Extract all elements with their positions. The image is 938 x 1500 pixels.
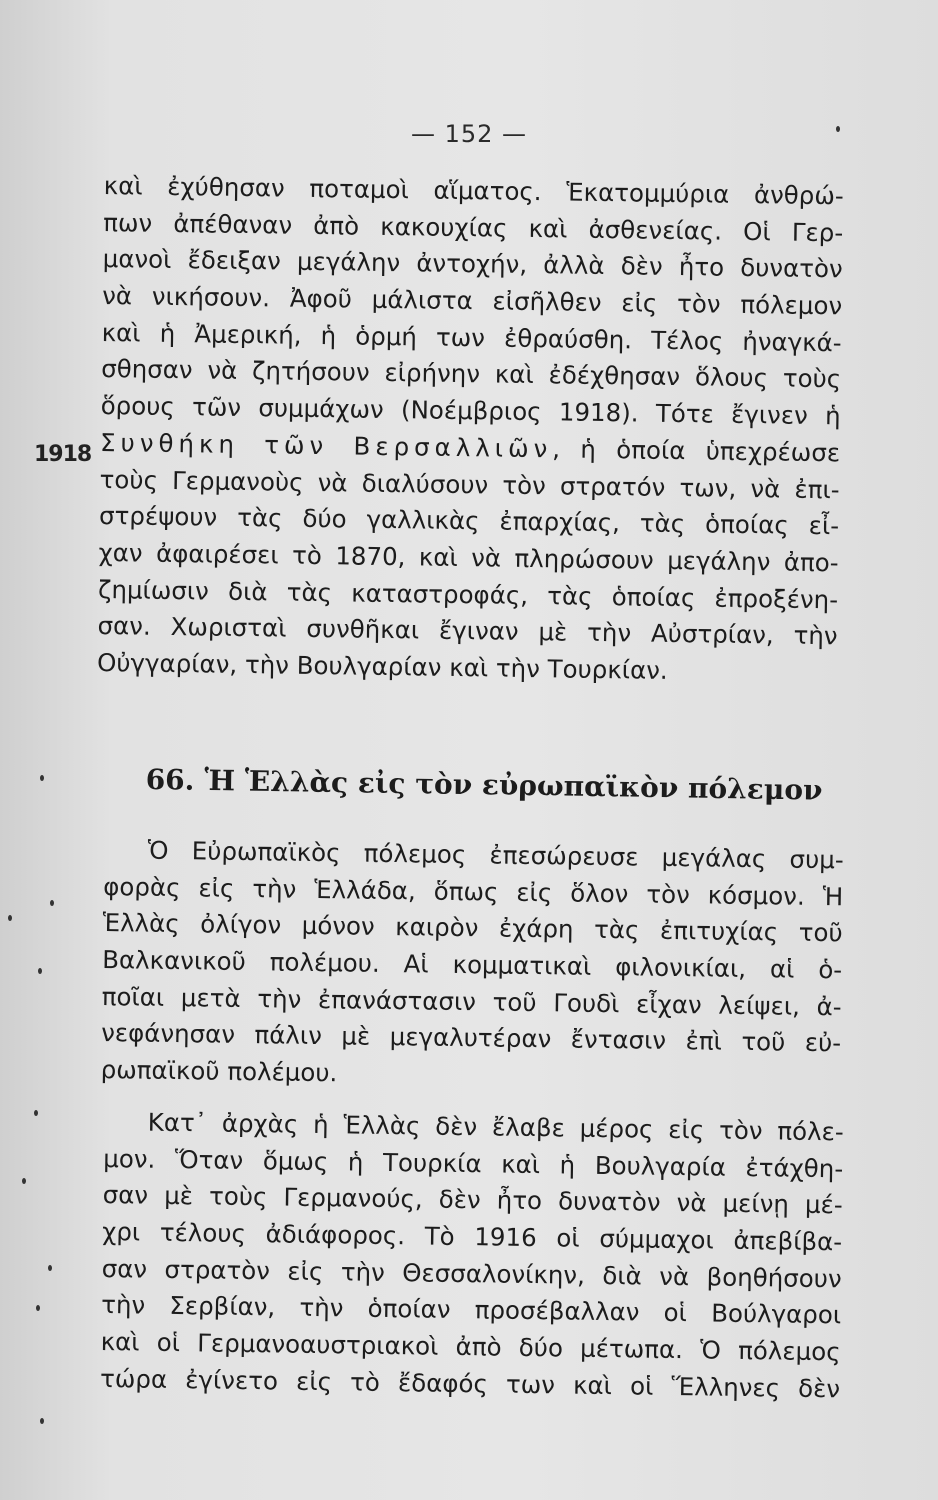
print-speck [38,968,42,974]
print-speck [50,900,54,906]
text-line: μον. Ὅταν ὅμως ἡ Τουρκία καὶ ἡ Βουλγαρία ἐτάχθη- [103,1143,844,1184]
print-speck [836,126,840,132]
page-number: — 152 — [410,120,528,148]
text-line: σαν στρατὸν εἰς τὴν Θεσσαλονίκην, διὰ νὰ βοηθήσουν [101,1253,842,1294]
text-line: ζημίωσιν διὰ τὰς καταστροφάς, τὰς ὁποίας ἐπροξένη- [97,574,839,614]
print-speck [34,1110,38,1116]
treaty-line-rest: , ἡ ὁποία ὑπεχρέωσε [552,434,841,468]
treaty-name: Συνθήκη τῶν Βερσαλλιῶν [99,427,553,464]
text-line: σαν. Χωρισταὶ συνθῆκαι ἔγιναν μὲ τὴν Αὐστρίαν, τὴν [97,611,838,651]
print-speck [48,1265,52,1271]
section-title: Ἡ Ἑλλὰς εἰς τὸν εὐρωπαϊκὸν πόλεμον [204,763,823,807]
text-line: νὰ νικήσουν. Ἀφοῦ μάλιστα εἰσῆλθεν εἰς τὸν πόλεμον [102,281,843,321]
text-line: ὅρους τῶν συμμάχων (Νοέμβριος 1918). Τότε ἔγινεν ἡ [100,391,841,431]
paragraph-versailles [97,168,844,692]
text-line: Βαλκανικοῦ πολέμου. Αἱ κομματικαὶ φιλονικίαι, αἱ ὁ- [102,945,843,985]
text-line: χαν ἀφαιρέσει τὸ 1870, καὶ νὰ πληρώσουν μεγάλην ἀπο- [98,537,839,578]
text-line: χρι τέλους ἀδιάφορος. Τὸ 1916 οἱ σύμμαχοι ἀπεβίβα- [102,1217,843,1257]
text-line: φορὰς εἰς τὴν Ἑλλάδα, ὅπως εἰς ὅλον τὸν κόσμον. Ἡ [103,871,844,912]
section-number: 66. [145,762,195,797]
text-line: στρέψουν τὰς δύο γαλλικὰς ἐπαρχίας, τὰς ὁποίας εἶ- [98,501,840,541]
text-line: Κατ᾿ ἀρχὰς ἡ Ἑλλὰς δὲν ἔλαβε μέρος εἰς τὸν πόλε- [147,1107,844,1147]
text-line: πων ἀπέθαναν ἀπὸ κακουχίας καὶ ἀσθενείας. Οἱ Γερ- [103,207,844,248]
print-speck [22,1178,26,1184]
text-line: μανοὶ ἔδειξαν μεγάλην ἀντοχήν, ἀλλὰ δὲν ἦτο δυνατὸν [102,244,843,284]
text-line: νεφάνησαν πάλιν μὲ μεγαλυτέραν ἔντασιν ἐπὶ τοῦ εὐ- [100,1018,842,1058]
text-line: Ἑλλὰς ὀλίγον μόνον καιρὸν ἐχάρη τὰς ἐπιτυχίας τοῦ [102,908,843,948]
text-line: καὶ ἡ Ἀμερική, ἡ ὁρμή των ἐθραύσθη. Τέλος ἠναγκά- [101,317,842,358]
text-line: Ὁ Εὐρωπαϊκὸς πόλεμος ἐπεσώρευσε μεγάλας συμ- [147,835,844,875]
text-line: ρωπαϊκοῦ πολέμου. [100,1055,338,1088]
text-line: ποῖαι μετὰ τὴν ἐπανάστασιν τοῦ Γουδὶ εἶχαν λείψει, ἀ- [101,981,842,1022]
paragraph-greece-war [100,1104,844,1408]
text-line: καὶ οἱ Γερμανοαυστριακοὶ ἀπὸ δύο μέτωπα. Ὁ πόλεμος [100,1327,841,1367]
text-line: σαν μὲ τοὺς Γερμανούς, δὲν ἦτο δυνατὸν νὰ μείνῃ μέ- [102,1180,843,1220]
paragraph-greece-intro [100,832,844,1099]
text-line: σθησαν νὰ ζητήσουν εἰρήνην καὶ ἐδέχθησαν ὅλους τοὺς [100,354,842,394]
margin-year-note: 1918 [34,442,92,467]
text-line: Οὐγγαρίαν, τὴν Βουλγαρίαν καὶ τὴν Τουρκίαν. [96,647,668,685]
text-line: τώρα ἐγίνετο εἰς τὸ ἔδαφός των καὶ οἱ Ἕλληνες δὲν [99,1363,841,1404]
print-speck [40,1418,44,1424]
print-speck [8,915,12,921]
text-line: τὴν Σερβίαν, τὴν ὁποίαν προσέβαλλαν οἱ Βούλγαροι [100,1290,842,1330]
text-line: καὶ ἐχύθησαν ποταμοὶ αἵματος. Ἑκατομμύρια ἀνθρώ- [103,170,844,211]
print-speck [36,1305,40,1311]
print-speck [40,775,44,781]
text-line: τοὺς Γερμανοὺς νὰ διαλύσουν τὸν στρατόν των, νὰ ἐπι- [99,464,840,504]
section-heading [145,762,845,809]
